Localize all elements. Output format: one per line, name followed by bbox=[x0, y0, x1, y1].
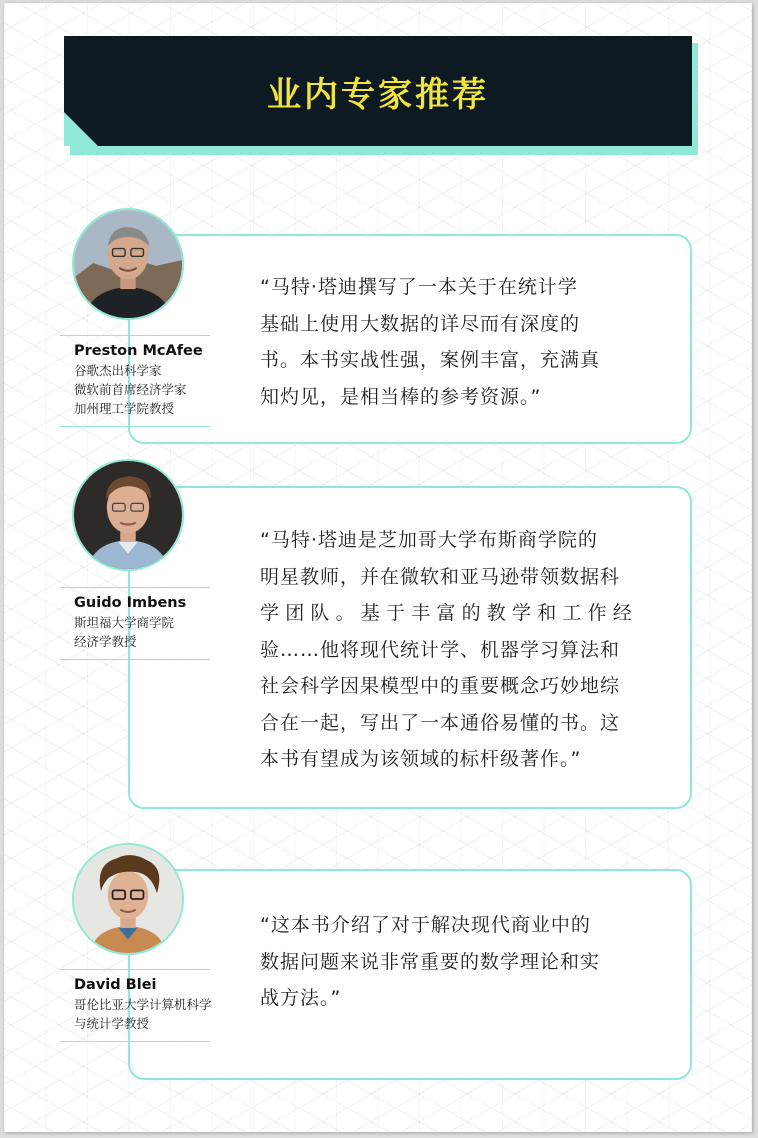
quote-line: 基础上使用大数据的详尽而有深度的 bbox=[260, 312, 581, 335]
expert-name: Guido Imbens bbox=[74, 595, 187, 611]
expert-info-blei bbox=[60, 969, 210, 1042]
banner-fold-corner bbox=[64, 112, 98, 146]
quote-line: “马特·塔迪是芝加哥大学布斯商学院的 bbox=[260, 529, 598, 551]
quote-line: “这本书介绍了对于解决现代商业中的 bbox=[260, 914, 591, 936]
divider bbox=[60, 335, 210, 336]
divider bbox=[60, 587, 210, 588]
expert-name: Preston McAfee bbox=[74, 343, 203, 359]
page-title: 业内专家推荐 bbox=[267, 74, 489, 115]
expert-info-imbens bbox=[60, 587, 210, 660]
expert-title: 斯坦福大学商学院 bbox=[74, 615, 175, 630]
divider bbox=[60, 1041, 210, 1042]
quote-line: 战方法。” bbox=[260, 987, 342, 1009]
quote-line: 合在一起，写出了一本通俗易懂的书。这 bbox=[260, 711, 621, 734]
portrait-blei bbox=[74, 845, 182, 953]
divider bbox=[60, 659, 210, 660]
avatar-imbens bbox=[72, 459, 184, 571]
expert-title: 谷歌杰出科学家 bbox=[74, 363, 162, 378]
quote-line: 本书有望成为该领域的标杆级著作。” bbox=[260, 748, 582, 770]
quote-line: 验……他将现代统计学、机器学习算法和 bbox=[260, 638, 621, 661]
quote-line: “马特·塔迪撰写了一本关于在统计学 bbox=[260, 276, 578, 298]
quote-card-blei bbox=[128, 869, 692, 1080]
quote-line: 社会科学因果模型中的重要概念巧妙地综 bbox=[260, 675, 621, 697]
header-banner bbox=[64, 36, 692, 146]
quote-line: 数据问题来说非常重要的数学理论和实 bbox=[260, 950, 601, 973]
divider bbox=[60, 969, 210, 970]
expert-info-mcafee bbox=[60, 335, 210, 427]
quote-line: 书。本书实战性强，案例丰富，充满真 bbox=[260, 349, 601, 371]
expert-name: David Blei bbox=[74, 977, 157, 993]
expert-title: 与统计学教授 bbox=[74, 1016, 150, 1031]
expert-title: 经济学教授 bbox=[74, 634, 137, 649]
divider bbox=[60, 426, 210, 427]
expert-title: 哥伦比亚大学计算机科学 bbox=[74, 997, 212, 1012]
quote-text-blei bbox=[260, 907, 660, 1017]
quote-card-mcafee bbox=[128, 234, 692, 444]
quote-text-mcafee bbox=[260, 269, 660, 415]
avatar-mcafee bbox=[72, 208, 184, 320]
portrait-imbens bbox=[74, 461, 182, 569]
portrait-mcafee bbox=[74, 210, 182, 318]
quote-line: 学团队。基于丰富的教学和工作经 bbox=[260, 602, 639, 624]
quote-line: 明星教师，并在微软和亚马逊带领数据科 bbox=[260, 565, 621, 588]
quote-line: 知灼见，是相当棒的参考资源。” bbox=[260, 385, 542, 408]
quote-card-imbens bbox=[128, 486, 692, 809]
page bbox=[4, 3, 752, 1132]
expert-title: 微软前首席经济学家 bbox=[74, 382, 187, 397]
expert-title: 加州理工学院教授 bbox=[74, 401, 175, 416]
quote-text-imbens bbox=[260, 522, 660, 778]
avatar-blei bbox=[72, 843, 184, 955]
